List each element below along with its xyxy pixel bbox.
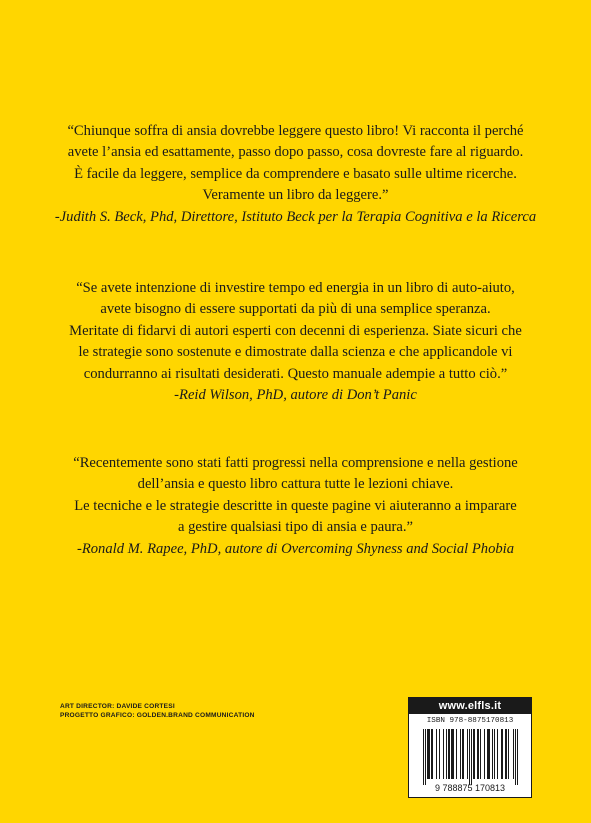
- isbn-label: ISBN 978-8875170813: [426, 717, 514, 725]
- design-credits: [60, 702, 255, 720]
- barcode-bar: [473, 729, 474, 779]
- barcode-bar: [478, 729, 479, 779]
- quote-line: a gestire qualsiasi tipo di ansia e paura.”: [177, 519, 414, 536]
- barcode-bar: [449, 729, 450, 779]
- barcode-panel: [408, 697, 532, 798]
- barcode-number: 9 788875 170813: [434, 783, 506, 793]
- barcode-bar: [467, 729, 468, 779]
- barcode-bar: [517, 729, 518, 785]
- quote-line: condurranno ai risultati desiderati. Questo manuale adempie a tutto ciò.”: [83, 365, 508, 382]
- barcode-bar: [488, 729, 489, 779]
- barcode-bar: [448, 729, 449, 779]
- barcode-bar: [453, 729, 454, 779]
- quote-line: “Chiunque soffra di ansia dovrebbe leggere questo libro! Vi racconta il perché: [67, 123, 524, 139]
- barcode-bar: [460, 729, 461, 779]
- quote-attribution: -Judith S. Beck, Phd, Direttore, Istituto Beck per la Terapia Cognitiva e la Ricerca: [54, 208, 537, 225]
- barcode-bar: [513, 729, 514, 779]
- barcode-bar: [471, 729, 472, 785]
- barcode-bar: [497, 729, 498, 779]
- quote-line: le strategie sono sostenute e dimostrate dalla scienza e che applicandole vi: [78, 344, 513, 361]
- barcode-bar: [508, 729, 509, 779]
- barcode-bar: [492, 729, 493, 779]
- barcode-bar: [431, 729, 432, 779]
- barcode-bar: [474, 729, 475, 779]
- barcode-bar: [494, 729, 495, 779]
- barcode-bar: [462, 729, 463, 779]
- barcode-bar: [432, 729, 433, 779]
- testimonial-quote-1: [40, 121, 551, 228]
- barcode-bar: [436, 729, 437, 779]
- barcode-bar: [456, 729, 457, 779]
- quote-attribution: -Reid Wilson, PhD, autore di Don’t Panic: [174, 387, 417, 404]
- barcode-bar: [484, 729, 485, 779]
- barcode-bar: [489, 729, 490, 779]
- barcode-bar: [469, 729, 470, 785]
- barcode-bar: [423, 729, 424, 785]
- barcode-bar: [428, 729, 429, 779]
- barcode-bar: [505, 729, 506, 779]
- barcode-bar: [443, 729, 444, 779]
- barcode-bar: [506, 729, 507, 779]
- quote-line: dell’ansia e questo libro cattura tutte le lezioni chiave.: [137, 476, 454, 493]
- quote-line: Le tecniche e le strategie descritte in queste pagine vi aiuteranno a imparare: [74, 497, 517, 514]
- quote-line: Meritate di fidarvi di autori esperti con decenni di esperienza. Siate sicuri che: [69, 322, 522, 339]
- barcode-bar: [463, 729, 464, 779]
- barcode-bar: [477, 729, 478, 779]
- barcode-bar: [451, 729, 452, 779]
- barcode-bar: [480, 729, 481, 779]
- graphic-design-credit: PROGETTO GRAFICO: GOLDEN.BRAND COMMUNICATION: [60, 712, 255, 719]
- barcode-bar: [501, 729, 502, 779]
- art-director-credit: ART DIRECTOR: DAVIDE CORTESI: [60, 703, 175, 710]
- barcode-bar: [452, 729, 453, 779]
- barcode-bar: [446, 729, 447, 779]
- barcode-bar: [429, 729, 430, 779]
- barcode-bar: [427, 729, 428, 779]
- quote-line: Veramente un libro da leggere.”: [202, 187, 389, 204]
- testimonial-quote-2: [40, 278, 551, 406]
- quote-line: avete bisogno di essere supportati da più di una semplice speranza.: [100, 301, 491, 318]
- website-label: www.elfls.it: [409, 698, 531, 714]
- quote-line: avete l’ansia ed esattamente, passo dopo passo, cosa dovreste fare al riguardo.: [67, 144, 524, 161]
- barcode-bar: [487, 729, 488, 779]
- barcode-bar: [515, 729, 516, 785]
- isbn-barcode: [412, 729, 528, 793]
- testimonial-quote-3: [40, 453, 551, 560]
- barcode-bar: [502, 729, 503, 779]
- quote-attribution: -Ronald M. Rapee, PhD, autore di Overcoming Shyness and Social Phobia: [76, 540, 515, 557]
- quote-line: È facile da leggere, semplice da comprendere e basato sulle ultime ricerche.: [74, 165, 517, 182]
- barcode-bar: [439, 729, 440, 779]
- barcode-bar: [425, 729, 426, 785]
- quote-line: “Se avete intenzione di investire tempo ed energia in un libro di auto-aiuto,: [76, 280, 515, 296]
- quote-line: “Recentemente sono stati fatti progressi nella comprensione e nella gestione: [73, 455, 518, 471]
